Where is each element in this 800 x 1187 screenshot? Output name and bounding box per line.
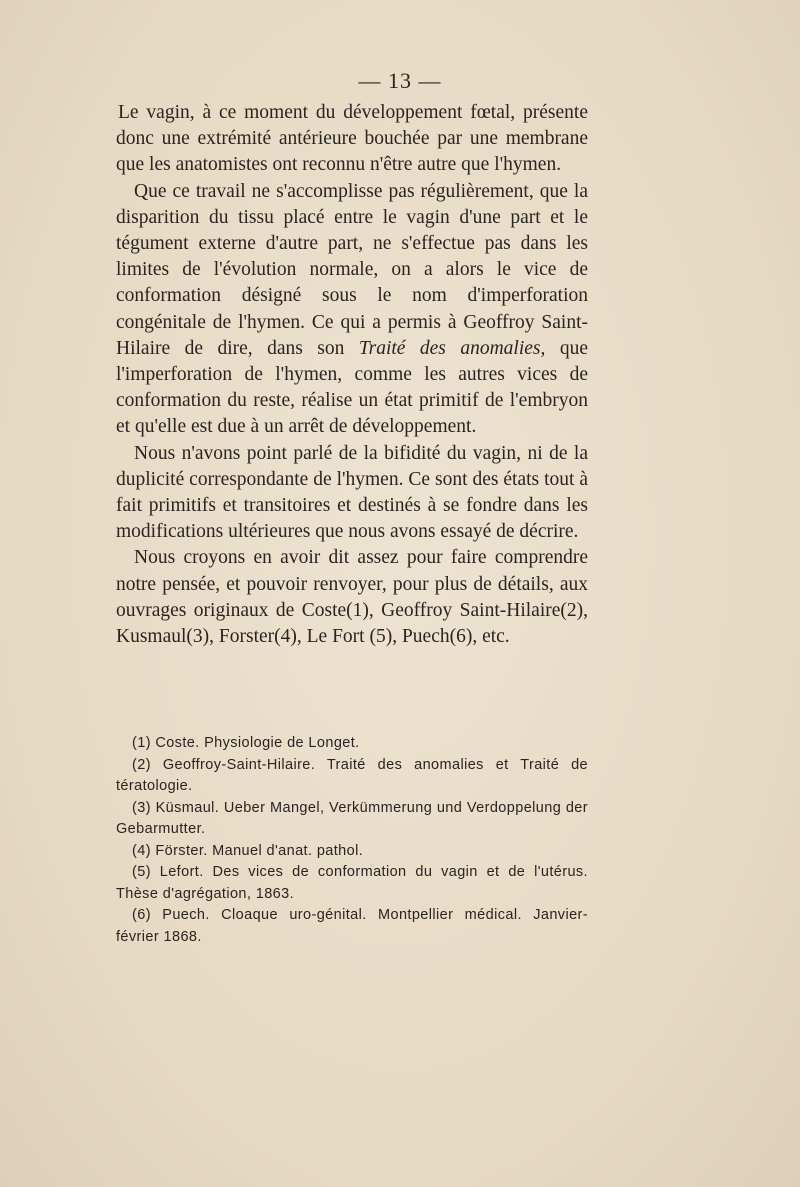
footnote-5: (5) Lefort. Des vices de conformation du vagin et de l'utérus. Thèse d'agrégation, 1863. bbox=[116, 864, 588, 902]
footnote-1: (1) Coste. Physiologie de Longet. bbox=[132, 735, 360, 751]
footnote-2: (2) Geoffroy-Saint-Hilaire. Traité des anomalies et Traité de tératologie. bbox=[116, 756, 588, 794]
page-number: — 13 — bbox=[358, 68, 442, 93]
footnote-3: (3) Küsmaul. Ueber Mangel, Verkümmerung und Verdoppelung der Gebarmutter. bbox=[116, 799, 588, 837]
paragraph-2-continuation: , que l'imperforation de l'hymen, comme les autres vices de conformation du reste, réalise un état primitif de l'embryon et qu'elle est due à un arrêt de développement. bbox=[116, 337, 588, 438]
footnotes bbox=[116, 733, 588, 948]
paragraph-3: Nous n'avons point parlé de la bifidité du vagin, ni de la duplicité correspondante de l'hymen. Ce sont des états tout à fait primitifs et transitoires et destinés à se fondre dans les modifications ultérieures que nous avons essayé de décrire. bbox=[116, 442, 588, 543]
book-title-italic: Traité des anomalies bbox=[358, 337, 541, 359]
footnote-4: (4) Förster. Manuel d'anat. pathol. bbox=[132, 842, 364, 859]
paragraph-1: Le vagin, à ce moment du développement fœtal, présente donc une extrémité antérieure bouchée par une membrane que les anatomistes ont reconnu n'être autre que l'hymen. bbox=[116, 102, 588, 176]
paragraph-2 bbox=[116, 179, 588, 441]
paragraph-4: Nous croyons en avoir dit assez pour faire comprendre notre pensée, et pouvoir renvoyer, pour plus de détails, aux ouvrages originaux de Coste(1), Geoffroy Saint-Hilaire(2), Kusmaul(3), Forster(4), Le Fort (5), Puech(6), etc. bbox=[116, 547, 588, 648]
body-text bbox=[116, 100, 588, 650]
footnote-6: (6) Puech. Cloaque uro-génital. Montpellier médical. Janvier-février 1868. bbox=[116, 907, 588, 945]
paragraph-2-text: Que ce travail ne s'accomplisse pas régulièrement, que la disparition du tissu placé entre le vagin d'une part et le tégument externe d'autre part, ne s'effectue pas dans les limites de l'évolution normale, on a alors le vice de conformation désigné sous le nom d'imperforation congénitale de l'hymen. Ce qui a permis à Geoffroy Saint-Hilaire de dire, dans son bbox=[116, 180, 588, 359]
